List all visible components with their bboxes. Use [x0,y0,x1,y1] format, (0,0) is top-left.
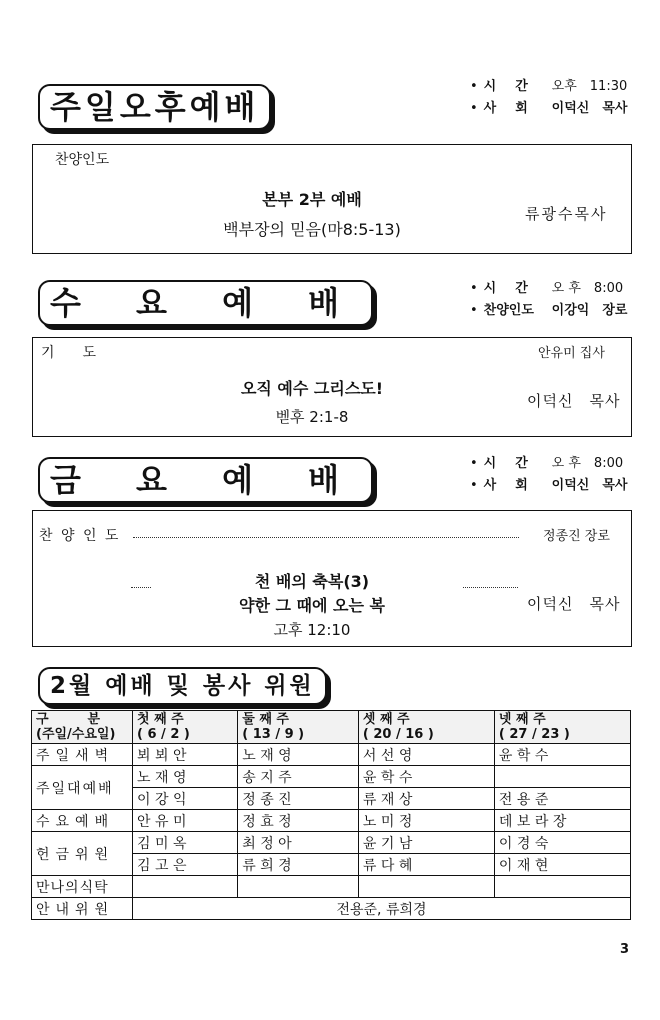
table-row [32,744,631,766]
prayer-person: 안유미 집사 [538,346,605,361]
sermon-title-2: 약한 그 때에 오는 복 [239,596,385,615]
table-cell: 김 고 은 [133,854,238,876]
row-label: 헌금위원 [32,832,133,876]
page-number: 3 [620,942,630,957]
duty-table-title: 2월 예배 및 봉사 위원 [38,667,327,705]
table-cell: 노 재 영 [238,744,359,766]
week-name: 둘 째 주 [242,712,289,727]
table-cell [494,766,630,788]
table-cell: 이 강 익 [133,788,238,810]
sunday-pm-title: 주일오후예배 [38,84,271,130]
table-row [32,876,631,898]
week-name: 셋 째 주 [362,712,410,727]
host-label: 사 회 [483,478,531,493]
table-cell: 정 효 정 [238,810,359,832]
table-row [32,810,631,832]
prayer-label: 기 도 [41,345,97,361]
header-category-line2: (주일/수요일) [36,727,116,742]
wednesday-box [32,337,632,437]
table-row [32,832,631,854]
bullet-icon: • [470,281,478,296]
table-cell: 정 종 진 [238,788,359,810]
header-week-2 [238,711,359,744]
row-label: 주일대예배 [32,766,133,810]
preacher: 이덕신 목사 [527,595,621,613]
sermon-title: 오직 예수 그리스도! [240,379,384,398]
header-category-line1: 구 분 [36,712,101,727]
sermon-title: 본부 2부 예배 [262,190,362,209]
time-label: 시 간 [483,281,531,296]
week-dates: ( 20 / 16 ) [362,727,434,742]
friday-info [470,453,627,497]
table-cell: 류 희 경 [238,854,359,876]
row-label: 주일새벽 [32,744,133,766]
host-label: 사 회 [483,101,531,116]
friday-title: 금 요 예 배 [38,457,373,503]
table-cell: 이 경 숙 [494,832,630,854]
table-cell: 전 용 준 [494,788,630,810]
week-name: 넷 째 주 [498,712,546,727]
sunday-pm-info [470,76,627,120]
bullet-icon: • [470,303,478,318]
row-label: 만나의식탁 [32,876,133,898]
table-row [32,766,631,788]
bullet-icon: • [470,79,478,94]
table-cell: 김 미 옥 [133,832,238,854]
praise-label: 찬 양 인 도 [39,528,121,544]
bullet-icon: • [470,478,478,493]
table-cell: 이 재 현 [494,854,630,876]
table-cell: 윤 학 수 [358,766,494,788]
time-label: 시 간 [483,456,531,471]
scripture: 벧후 2:1-8 [275,408,349,426]
week-dates: ( 6 / 2 ) [137,727,190,742]
host-label: 찬양인도 [483,303,534,318]
table-cell-merged: 전용준, 류희경 [133,898,631,920]
host-value: 이덕신 목사 [551,101,628,116]
bullet-icon: • [470,456,478,471]
table-cell: 송 지 주 [238,766,359,788]
table-cell: 류 다 혜 [358,854,494,876]
table-cell: 노 재 영 [133,766,238,788]
table-cell [238,876,359,898]
table-cell: 서 선 영 [358,744,494,766]
header-week-4 [494,711,630,744]
time-value: 오 후 8:00 [551,456,624,471]
time-value: 오후 11:30 [551,79,628,94]
wednesday-info [470,278,627,322]
row-label: 수요예배 [32,810,133,832]
scripture: 백부장의 믿음(마8:5-13) [223,220,401,239]
host-value: 이덕신 목사 [551,478,628,493]
table-cell: 류 재 상 [358,788,494,810]
time-label: 시 간 [483,79,531,94]
week-dates: ( 13 / 9 ) [242,727,305,742]
duty-table [31,710,631,920]
host-value: 이강익 장로 [551,303,628,318]
week-name: 첫 째 주 [137,712,184,727]
scripture: 고후 12:10 [273,621,351,639]
table-cell: 안 유 미 [133,810,238,832]
praise-person: 정종진 장로 [543,529,610,544]
leader-dots [133,537,519,538]
table-cell: 데 보 라 장 [494,810,630,832]
table-cell: 노 미 정 [358,810,494,832]
table-row [32,898,631,920]
sermon-title-1: 천 배의 축복(3) [254,572,370,591]
table-cell: 뵈 뵈 안 [133,744,238,766]
table-cell [133,876,238,898]
praise-label: 찬양인도 [55,152,110,168]
table-cell: 최 정 아 [238,832,359,854]
preacher: 류광수목사 [525,205,608,223]
wednesday-title: 수 요 예 배 [38,280,373,326]
table-cell [358,876,494,898]
table-header [32,711,631,744]
time-value: 오 후 8:00 [551,281,624,296]
friday-box [32,510,632,647]
preacher: 이덕신 목사 [527,392,621,410]
week-dates: ( 27 / 23 ) [498,727,570,742]
header-category [32,711,133,744]
header-week-1 [133,711,238,744]
sunday-pm-box [32,144,632,254]
table-cell: 윤 학 수 [494,744,630,766]
table-cell: 윤 기 남 [358,832,494,854]
bullet-icon: • [470,101,478,116]
header-week-3 [358,711,494,744]
row-label: 안내위원 [32,898,133,920]
table-cell [494,876,630,898]
